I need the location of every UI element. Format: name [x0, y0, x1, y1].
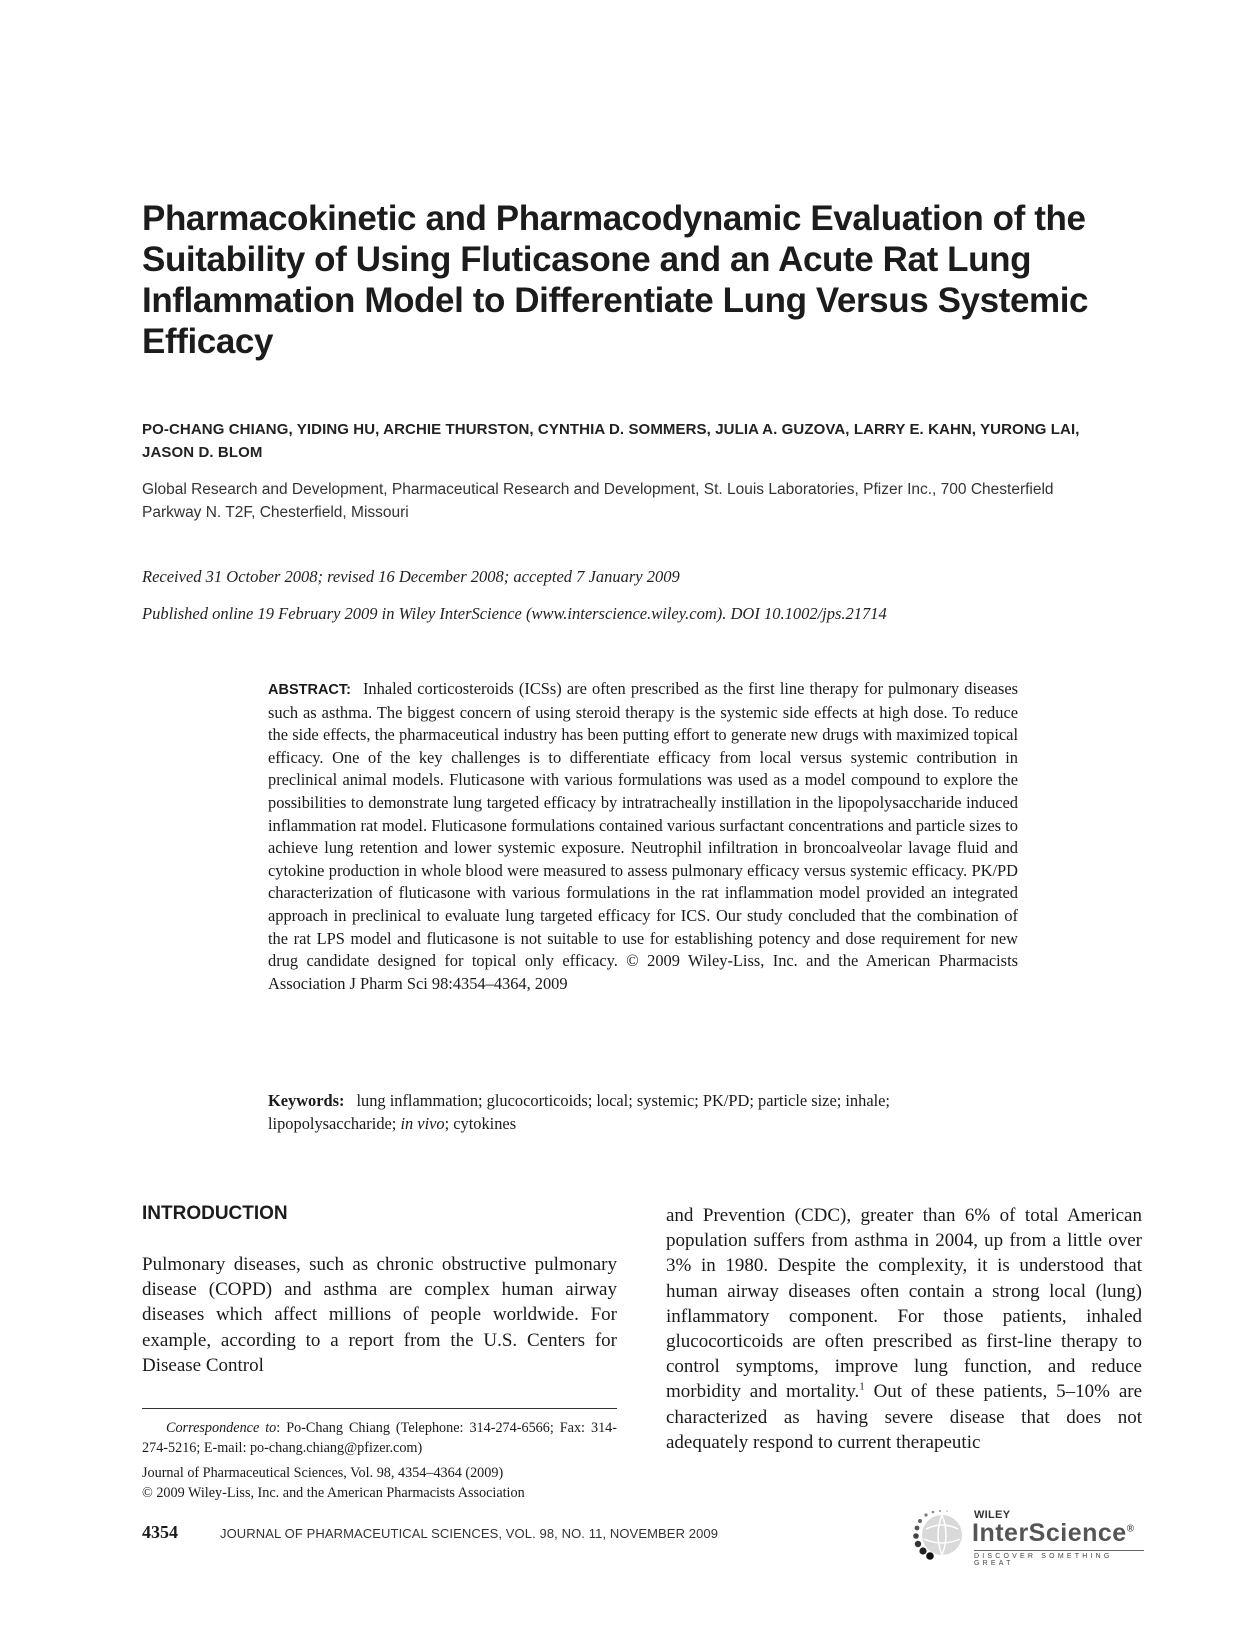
- running-footer: JOURNAL OF PHARMACEUTICAL SCIENCES, VOL. 98, NO. 11, NOVEMBER 2009: [220, 1526, 719, 1541]
- footnote-divider: [142, 1408, 617, 1409]
- keywords-italic: in vivo: [400, 1113, 445, 1133]
- intro-left-column: Pulmonary diseases, such as chronic obstructive pulmonary disease (COPD) and asthma are complex human airway diseases which affect millions of people worldwide. For example, according to a report from the U.S. Centers for Disease Control: [142, 1254, 617, 1376]
- correspondence-footnote: [142, 1418, 617, 1458]
- wiley-wordmark: WILEY: [974, 1509, 1011, 1521]
- interscience-wordmark: [972, 1519, 1135, 1548]
- wiley-interscience-logo: [912, 1505, 1144, 1567]
- registered-mark: ®: [1126, 1523, 1135, 1535]
- author-list: PO-CHANG CHIANG, YIDING HU, ARCHIE THURSTON, CYNTHIA D. SOMMERS, JULIA A. GUZOVA, LARRY E. KAHN, YURONG LAI, JASON D. BLOM: [142, 421, 1080, 461]
- keywords-label: Keywords:: [268, 1091, 345, 1110]
- copyright-line: © 2009 Wiley-Liss, Inc. and the American Pharmacists Association: [142, 1485, 525, 1501]
- abstract-text: Inhaled corticosteroids (ICSs) are often prescribed as the first line therapy for pulmonary diseases such as asthma. The biggest concern of using steroid therapy is the systemic side effects at high dose. To reduce the side effects, the pharmaceutical industry has been putting effort to generate new drugs with maximized topical efficacy. One of the key challenges is to differentiate efficacy from local versus systemic contribution in preclinical animal models. Fluticasone with various formulations was used as a model compound to explore the possibilities to demonstrate lung targeted efficacy by intratracheally instillation in the lipopolysaccharide induced inflammation rat model. Fluticasone formulations contained various surfactant concentrations and particle sizes to achieve lung retention and lower systemic exposure. Neutrophil infiltration in broncoalveolar lavage fluid and cytokine production in whole blood were measured to assess pulmonary efficacy versus systemic efficacy. PK/PD characterization of fluticasone with various formulations in the rat inflammation model provided an integrated approach in preclinical to evaluate lung targeted efficacy for ICS. Our study concluded that the combination of the rat LPS model and fluticasone is not suitable to use for establishing potency and dose requirement for new drug candidate designed for topical only efficacy. © 2009 Wiley-Liss, Inc. and the American Pharmacists Association J Pharm Sci 98:4354–4364, 2009: [268, 679, 1018, 993]
- intro-right-column: [666, 1203, 1142, 1455]
- intro-right-text-cont: Out of these patients, 5–10% are characterized as having severe disease that does not adequately respond to current therapeutic: [666, 1381, 1143, 1453]
- keywords-text-end: ; cytokines: [444, 1113, 517, 1133]
- intro-right-text: and Prevention (CDC), greater than 6% of total American population suffers from asthma in 2004, up from a little over 3% in 1980. Despite the complexity, it is understood that human airway diseases often contain a strong local (lung) inflammatory component. For those patients, inhaled glucocorticoids are often prescribed as first-line therapy to control symptoms, improve lung function, and reduce morbidity and mortality.: [666, 1205, 1142, 1403]
- journal-line: Journal of Pharmaceutical Sciences, Vol. 98, 4354–4364 (2009): [142, 1465, 504, 1481]
- received-dates: Received 31 October 2008; revised 16 December 2008; accepted 7 January 2009: [142, 567, 680, 586]
- globe-icon: [912, 1507, 970, 1561]
- logo-tagline: DISCOVER SOMETHING GREAT: [974, 1550, 1144, 1567]
- correspondence-text: : Po-Chang Chiang (Telephone: 314-274-6566; Fax: 314-274-5216; E-mail: po-chang.chiang@pfizer.com): [142, 1420, 617, 1456]
- page-number: 4354: [142, 1522, 178, 1542]
- section-heading-introduction: INTRODUCTION: [142, 1203, 288, 1224]
- correspondence-label: Correspondence to: [166, 1420, 277, 1436]
- journal-citation-footnote: [142, 1463, 617, 1503]
- publication-info: Published online 19 February 2009 in Wiley InterScience (www.interscience.wiley.com). DOI 10.1002/jps.21714: [142, 604, 887, 623]
- keywords-text: lung inflammation; glucocorticoids; local; systemic; PK/PD; particle size; inhale; lipopolysaccharide;: [268, 1091, 890, 1133]
- abstract: [268, 678, 1018, 995]
- brand-text: InterScience: [972, 1519, 1127, 1547]
- article-title: Pharmacokinetic and Pharmacodynamic Evaluation of the Suitability of Using Fluticasone and an Acute Rat Lung Inflammation Model to Differentiate Lung Versus Systemic Efficacy: [142, 199, 1089, 361]
- affiliation: Global Research and Development, Pharmaceutical Research and Development, St. Louis Laboratories, Pfizer Inc., 700 Chesterfield Parkway N. T2F, Chesterfield, Missouri: [142, 481, 1054, 521]
- keywords: [268, 1090, 1018, 1135]
- reference-link[interactable]: 1: [859, 1381, 865, 1394]
- abstract-label: ABSTRACT:: [268, 682, 351, 698]
